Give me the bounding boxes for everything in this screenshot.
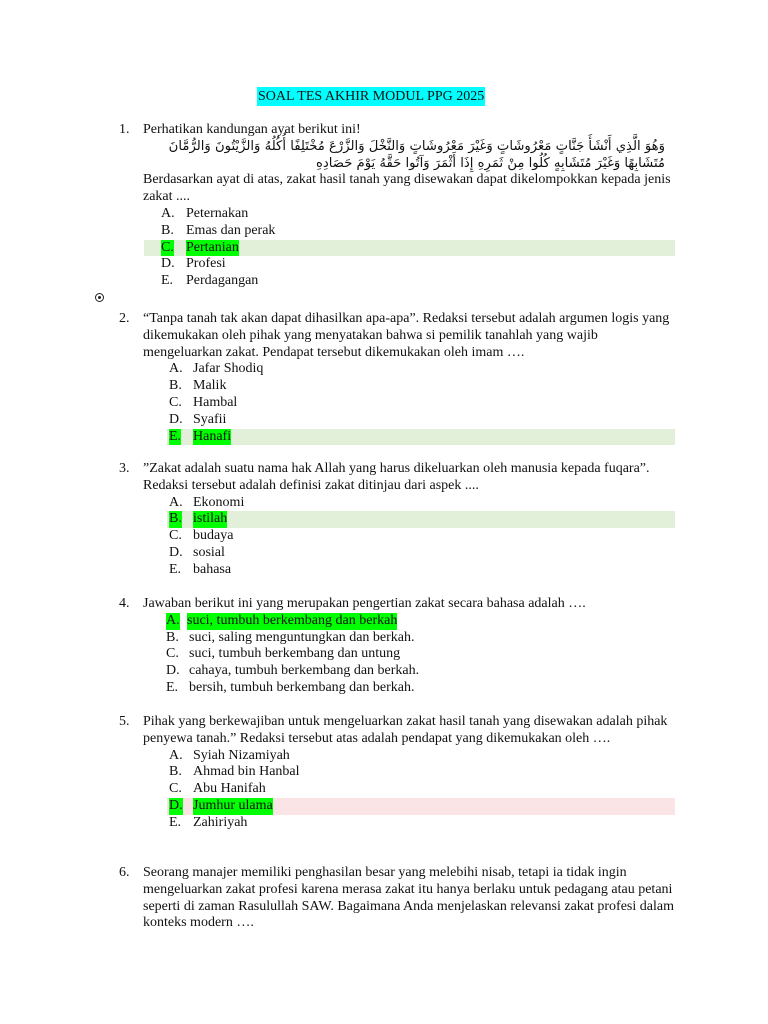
option-letter: E. [169, 428, 182, 444]
option-label: Hambal [193, 394, 238, 410]
option-letter: B. [169, 378, 182, 394]
option-letter: E. [161, 273, 174, 289]
option-list [119, 361, 679, 445]
option-a[interactable] [119, 495, 679, 512]
option-label: budaya [193, 528, 234, 544]
option-b[interactable] [119, 764, 679, 781]
option-label: Malik [193, 378, 227, 394]
question-text: ”Zakat adalah suatu nama hak Allah yang harus dikeluarkan oleh manusia kepada fuqara”. Redaksi tersebut adalah definisi zakat ditinjau dari aspek .... [143, 461, 650, 493]
option-label: Zahiriyah [193, 814, 248, 830]
option-d[interactable] [119, 798, 679, 815]
option-letter: A. [169, 747, 183, 763]
question-1 [119, 122, 679, 290]
option-label: Syiah Nizamiyah [193, 747, 290, 763]
question-text: Perhatikan kandungan ayat berikut ini! [143, 122, 361, 137]
option-label: bersih, tumbuh berkembang dan berkah. [189, 679, 415, 695]
question-number: 3. [119, 461, 130, 476]
option-a[interactable] [119, 361, 679, 378]
option-label: Ahmad bin Hanbal [193, 764, 300, 780]
option-label: Peternakan [186, 205, 249, 221]
question-3 [119, 461, 679, 579]
option-d[interactable] [119, 256, 679, 273]
option-b[interactable] [119, 630, 679, 647]
option-label: cahaya, tumbuh berkembang dan berkah. [189, 663, 420, 679]
arabic-verse: وَهُوَ الَّذِي أَنْشَأَ جَنَّاتٍ مَعْرُوشَاتٍ وَغَيْرَ مَعْرُوشَاتٍ وَالنَّخْلَ وَالزَّرْعَ مُخْتَلِفًا أُكُلُهُ وَالزَّيْتُونَ وَالرُّمَّانَ مُتَشَابِهًا وَغَيْرَ مُتَشَابِهٍ كُلُوا مِنْ ثَمَرِهِ إِذَا أَثْمَرَ وَآتُوا حَقَّهُ يَوْمَ حَصَادِهِ [168, 138, 665, 171]
option-label: sosial [193, 544, 225, 560]
option-label: Ekonomi [193, 494, 245, 510]
option-a[interactable] [119, 748, 679, 765]
option-letter: B. [166, 629, 179, 645]
option-label: Abu Hanifah [193, 781, 266, 797]
option-c[interactable] [119, 528, 679, 545]
option-letter: B. [169, 764, 182, 780]
option-letter: E. [169, 814, 182, 830]
option-e[interactable] [119, 562, 679, 579]
option-b[interactable] [119, 511, 679, 528]
option-label: bahasa [193, 561, 232, 577]
question-text: Jawaban berikut ini yang merupakan pengertian zakat secara bahasa adalah …. [143, 596, 586, 611]
option-label: Profesi [186, 256, 226, 272]
question-2 [119, 311, 679, 445]
option-letter: C. [169, 394, 182, 410]
option-list [119, 613, 679, 697]
option-b[interactable] [119, 223, 679, 240]
question-number: 1. [119, 122, 130, 137]
option-list [119, 495, 679, 579]
option-c[interactable] [119, 395, 679, 412]
option-label: istilah [193, 511, 228, 527]
option-letter: A. [161, 205, 175, 221]
option-label: suci, tumbuh berkembang dan untung [189, 646, 401, 662]
option-letter: D. [169, 797, 183, 813]
question-4 [119, 596, 679, 697]
option-letter: D. [169, 411, 183, 427]
option-d[interactable] [119, 663, 679, 680]
option-letter: D. [161, 256, 175, 272]
option-letter: B. [169, 511, 182, 527]
option-letter: E. [169, 561, 182, 577]
option-letter: A. [166, 612, 180, 628]
question-text: “Tanpa tanah tak akan dapat dihasilkan apa-apa”. Redaksi tersebut adalah argumen logis yang dikemukakan oleh pihak yang menyatakan bahwa si pemilik tanahlah yang wajib mengeluarkan zakat. Pendapat tersebut dikemukakan oleh imam …. [143, 311, 670, 360]
option-e[interactable] [119, 680, 679, 697]
option-letter: A. [169, 361, 183, 377]
question-number: 5. [119, 714, 130, 729]
question-number: 4. [119, 596, 130, 611]
option-label: Syafii [193, 411, 227, 427]
option-d[interactable] [119, 545, 679, 562]
option-letter: C. [169, 528, 182, 544]
option-e[interactable] [119, 815, 679, 832]
option-d[interactable] [119, 412, 679, 429]
document-title: SOAL TES AKHIR MODUL PPG 2025 [258, 89, 485, 104]
option-label: Perdagangan [186, 273, 259, 289]
option-letter: A. [169, 494, 183, 510]
option-c[interactable] [119, 781, 679, 798]
option-letter: C. [166, 646, 179, 662]
option-label: Jumhur ulama [193, 797, 273, 813]
option-e[interactable] [119, 273, 679, 290]
option-label: suci, saling menguntungkan dan berkah. [189, 629, 415, 645]
option-letter: B. [161, 222, 174, 238]
option-letter: D. [169, 544, 183, 560]
option-label: Jafar Shodiq [193, 361, 264, 377]
option-c[interactable] [119, 646, 679, 663]
option-c[interactable] [119, 240, 679, 257]
question-text: Seorang manajer memiliki penghasilan besar yang melebihi nisab, tetapi ia tidak ingin mengeluarkan zakat profesi karena merasa zakat itu hanya berlaku untuk pedagang atau petani seperti di zaman Rasulullah SAW. Bagaimana Anda menjelaskan relevansi zakat profesi dalam konteks modern …. [143, 865, 674, 931]
radio-selected-icon[interactable] [95, 293, 104, 302]
option-letter: C. [169, 781, 182, 797]
option-label: Pertanian [186, 239, 239, 255]
option-letter: D. [166, 663, 180, 679]
option-a[interactable] [119, 206, 679, 223]
option-e[interactable] [119, 429, 679, 446]
option-list [119, 206, 679, 290]
option-label: Hanafi [193, 428, 232, 444]
question-number: 6. [119, 865, 130, 880]
question-number: 2. [119, 311, 130, 326]
question-text-after: Berdasarkan ayat di atas, zakat hasil tanah yang disewakan dapat dikelompokkan kepada jenis zakat .... [143, 172, 671, 205]
question-6 [119, 865, 679, 932]
option-a[interactable] [119, 613, 679, 630]
question-5 [119, 714, 679, 832]
question-text: Pihak yang berkewajiban untuk mengeluarkan zakat hasil tanah yang disewakan adalah pihak penyewa tanah.” Redaksi tersebut atas adalah pendapat yang dikemukakan oleh …. [143, 714, 668, 746]
option-b[interactable] [119, 378, 679, 395]
option-label: suci, tumbuh berkembang dan berkah [187, 612, 398, 628]
option-list [119, 748, 679, 832]
option-label: Emas dan perak [186, 222, 276, 238]
option-letter: E. [166, 679, 179, 695]
option-letter: C. [161, 239, 174, 255]
